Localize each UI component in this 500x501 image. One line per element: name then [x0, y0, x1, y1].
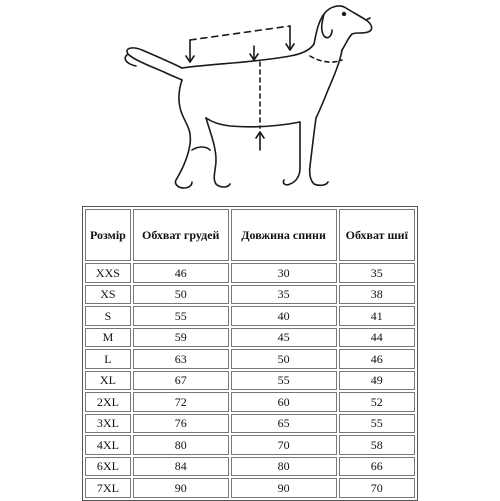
- table-row: [85, 435, 415, 455]
- cell-neck: 35: [339, 263, 415, 283]
- cell-chest: 46: [133, 263, 229, 283]
- cell-size: 7XL: [85, 478, 131, 498]
- cell-size: L: [85, 349, 131, 369]
- cell-neck: 55: [339, 414, 415, 434]
- cell-back: 40: [231, 306, 337, 326]
- cell-size: S: [85, 306, 131, 326]
- cell-chest: 50: [133, 285, 229, 305]
- cell-back: 90: [231, 478, 337, 498]
- size-table: [82, 206, 418, 501]
- cell-back: 45: [231, 328, 337, 348]
- cell-back: 50: [231, 349, 337, 369]
- table-row: [85, 478, 415, 498]
- cell-neck: 46: [339, 349, 415, 369]
- cell-chest: 84: [133, 457, 229, 477]
- cell-size: 6XL: [85, 457, 131, 477]
- cell-size: XXS: [85, 263, 131, 283]
- cell-size: XS: [85, 285, 131, 305]
- cell-neck: 38: [339, 285, 415, 305]
- table-row: [85, 263, 415, 283]
- cell-back: 30: [231, 263, 337, 283]
- cell-chest: 67: [133, 371, 229, 391]
- cell-back: 60: [231, 392, 337, 412]
- cell-back: 55: [231, 371, 337, 391]
- cell-size: XL: [85, 371, 131, 391]
- cell-neck: 58: [339, 435, 415, 455]
- cell-chest: 59: [133, 328, 229, 348]
- cell-back: 70: [231, 435, 337, 455]
- cell-chest: 90: [133, 478, 229, 498]
- cell-chest: 72: [133, 392, 229, 412]
- cell-neck: 41: [339, 306, 415, 326]
- cell-neck: 44: [339, 328, 415, 348]
- table-row: [85, 371, 415, 391]
- cell-size: 4XL: [85, 435, 131, 455]
- table-row: [85, 392, 415, 412]
- header-neck-girth: Обхват шиї: [339, 209, 415, 261]
- cell-neck: 66: [339, 457, 415, 477]
- cell-chest: 63: [133, 349, 229, 369]
- cell-size: M: [85, 328, 131, 348]
- cell-chest: 55: [133, 306, 229, 326]
- dog-measurement-diagram-icon: [120, 0, 380, 200]
- table-row: [85, 328, 415, 348]
- header-back-length: Довжина спини: [231, 209, 337, 261]
- table-row: [85, 349, 415, 369]
- header-chest-girth: Обхват грудей: [133, 209, 229, 261]
- cell-neck: 49: [339, 371, 415, 391]
- header-size: Розмір: [85, 209, 131, 261]
- cell-chest: 80: [133, 435, 229, 455]
- table-header-row: [85, 209, 415, 261]
- table-row: [85, 285, 415, 305]
- cell-neck: 52: [339, 392, 415, 412]
- cell-chest: 76: [133, 414, 229, 434]
- table-row: [85, 306, 415, 326]
- cell-neck: 70: [339, 478, 415, 498]
- table-row: [85, 457, 415, 477]
- cell-size: 3XL: [85, 414, 131, 434]
- cell-size: 2XL: [85, 392, 131, 412]
- table-row: [85, 414, 415, 434]
- cell-back: 35: [231, 285, 337, 305]
- cell-back: 80: [231, 457, 337, 477]
- cell-back: 65: [231, 414, 337, 434]
